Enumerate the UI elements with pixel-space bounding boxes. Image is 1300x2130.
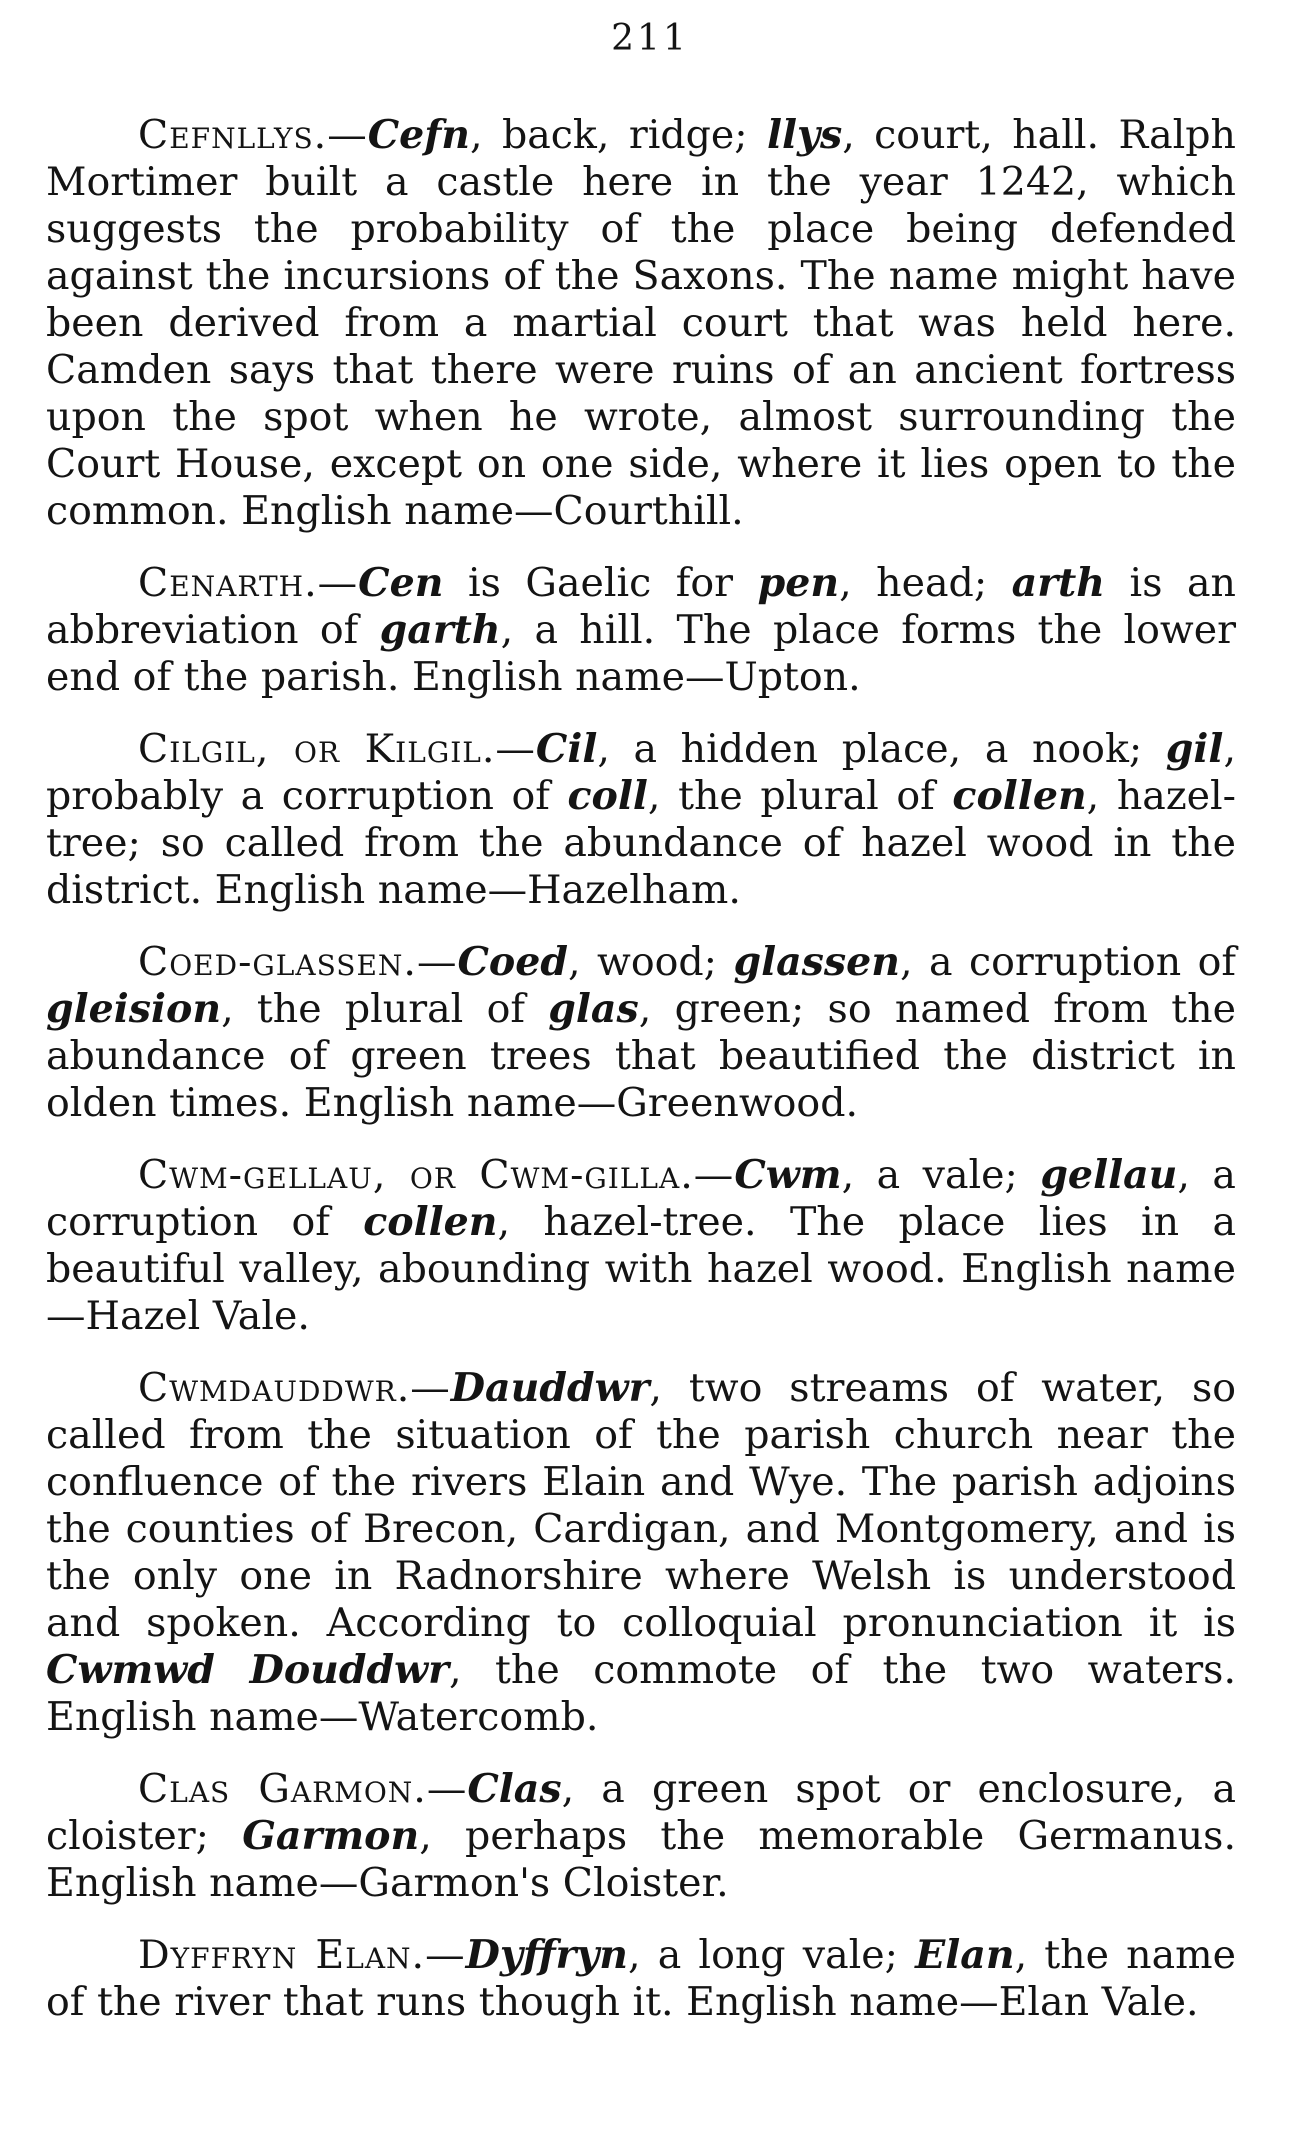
entry-cwm-gellau — [46, 1152, 1236, 1340]
entry-text: , probably a corruption of — [46, 726, 1236, 819]
welsh-term: arth — [1011, 560, 1106, 606]
entry-dyffryn-elan — [46, 1932, 1236, 2026]
welsh-term: Garmon — [242, 1813, 420, 1859]
entry-cenarth — [46, 560, 1236, 701]
entry-text: , a hill. The place forms the lower end of the parish. English name—Upton. — [46, 607, 1236, 700]
welsh-term: pen — [757, 560, 840, 606]
welsh-term: Clas — [467, 1766, 562, 1812]
entry-text: , green; so named from the abundance of green trees that beautified the district in olden times. English name—Greenwood. — [46, 986, 1236, 1126]
glossary-entries — [46, 112, 1236, 2051]
entry-text: , a hidden place, a nook; — [597, 726, 1166, 772]
welsh-term: Coed — [457, 939, 569, 985]
entry-cilgil — [46, 726, 1236, 914]
entry-text: , hazel-tree; so called from the abundance of hazel wood in the district. English name—Hazelham. — [46, 773, 1236, 913]
headword: Coed-glassen.— — [138, 939, 458, 985]
headword: Cefnllys.— — [138, 112, 368, 158]
entry-text: , a green spot or enclosure, a cloister; — [46, 1766, 1236, 1859]
entry-text: , two streams of water, so called from the situation of the parish church near the confluence of the rivers Elain and Wye. The parish adjoins the counties of Brecon, Cardigan, and Montgomery, and is the only one in Radnorshire where Welsh is understood and spoken. According to colloquial pronunciation it is — [46, 1365, 1236, 1646]
entry-text: , a corruption of — [900, 939, 1236, 985]
welsh-term: glassen — [733, 939, 900, 985]
entry-cefnllys — [46, 112, 1236, 535]
welsh-term: collen — [952, 773, 1087, 819]
entry-text: , court, hall. Ralph Mortimer built a castle here in the year 1242, which suggests the probability of the place being defended against the incursions of the Saxons. The name might have been derived from a martial court that was held here. Camden says that there were ruins of an ancient fortress upon the spot when he wrote, almost surrounding the Court House, except on one side, where it lies open to the common. English name—Courthill. — [46, 112, 1236, 534]
entry-text: , a corruption of — [46, 1152, 1236, 1245]
welsh-term: Elan — [915, 1932, 1015, 1978]
welsh-term: collen — [363, 1199, 498, 1245]
entry-text: , perhaps the memorable Germanus. English name—Garmon's Cloister. — [46, 1813, 1237, 1906]
entry-clas-garmon — [46, 1766, 1236, 1907]
entry-text: is Gaelic for — [443, 560, 758, 606]
welsh-term: Cen — [358, 560, 444, 606]
welsh-term: Cil — [535, 726, 598, 772]
welsh-term: gil — [1165, 726, 1224, 772]
welsh-term: Cwm — [734, 1152, 842, 1198]
welsh-term: glas — [548, 986, 639, 1032]
entry-coed-glassen — [46, 939, 1236, 1127]
welsh-term: Cwmwd Douddwr — [46, 1647, 449, 1693]
headword: Cwmdauddwr.— — [138, 1365, 451, 1411]
entry-text: , back, ridge; — [470, 112, 767, 158]
entry-text: , the name of the river that runs though it. English name—Elan Vale. — [46, 1932, 1236, 2025]
page-number: 211 — [611, 18, 689, 59]
welsh-term: gleision — [46, 986, 222, 1032]
entry-text: , head; — [839, 560, 1012, 606]
welsh-term: coll — [567, 773, 648, 819]
entry-text: , a vale; — [841, 1152, 1041, 1198]
entry-text: is an abbreviation of — [46, 560, 1236, 653]
headword: Cenarth.— — [138, 560, 359, 606]
welsh-term: garth — [379, 607, 501, 653]
welsh-term: Dyffryn — [465, 1932, 628, 1978]
entry-text: , hazel-tree. The place lies in a beautiful valley, abounding with hazel wood. English name—Hazel Vale. — [46, 1199, 1236, 1339]
headword: Cwm-gellau, or Cwm-gilla.— — [138, 1152, 735, 1198]
entry-text: , the plural of — [221, 986, 549, 1032]
entry-text: , the plural of — [647, 773, 953, 819]
welsh-term: gellau — [1040, 1152, 1178, 1198]
welsh-term: llys — [767, 112, 843, 158]
entry-text: , the commote of the two waters. English name—Watercomb. — [46, 1647, 1236, 1740]
headword: Clas Garmon.— — [138, 1766, 468, 1812]
headword: Dyffryn Elan.— — [138, 1932, 466, 1978]
entry-text: , wood; — [568, 939, 734, 985]
headword: Cilgil, or Kilgil.— — [138, 726, 536, 772]
entry-text: , a long vale; — [627, 1932, 916, 1978]
welsh-term: Dauddwr — [450, 1365, 650, 1411]
entry-cwmdauddwr — [46, 1365, 1236, 1741]
welsh-term: Cefn — [367, 112, 470, 158]
